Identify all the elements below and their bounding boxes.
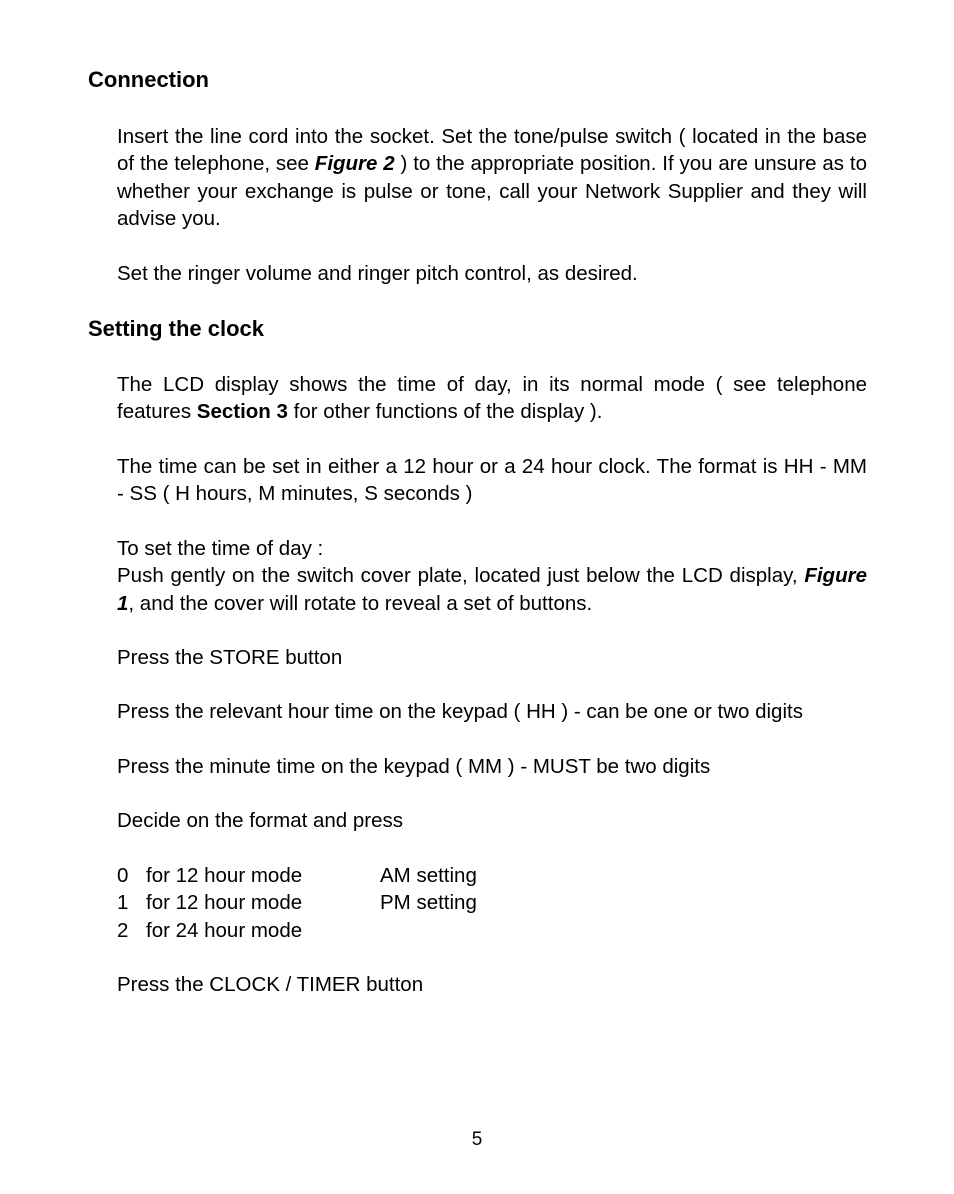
clock-heading: Setting the clock — [88, 316, 265, 341]
mode-key: 2 — [117, 918, 129, 942]
section-3-reference: Section 3 — [196, 400, 288, 424]
set-time-text-1: Push gently on the switch cover plate, located just below the LCD display, — [117, 564, 805, 588]
lcd-text-1: The LCD display shows the time of day, in its normal mode ( see telephone features — [117, 373, 867, 424]
figure-2-reference: Figure 2 — [314, 152, 395, 176]
mode-description: for 12 hour mode — [146, 891, 303, 915]
mode-setting — [380, 917, 477, 944]
connection-text-1: Insert the line cord into the socket. Set the tone/pulse switch ( located in the base of the telephone, see — [117, 125, 867, 176]
mode-description: for 24 hour mode — [146, 918, 303, 942]
mode-row — [117, 917, 477, 944]
mode-key: 0 — [117, 864, 129, 887]
figure-1-reference: Figure 1 — [117, 564, 867, 615]
step-store: Press the STORE button — [117, 646, 343, 669]
page-number: 5 — [471, 1129, 483, 1150]
connection-text-2: ) to the appropriate position. If you are unsure as to whether your exchange is pulse or tone, call your Network Supplier and they will advise you. — [117, 152, 867, 230]
mode-table — [117, 862, 477, 944]
connection-paragraph — [117, 123, 867, 232]
step-hour: Press the relevant hour time on the keypad ( HH ) - can be one or two digits — [117, 700, 803, 723]
lcd-paragraph — [117, 371, 867, 426]
ringer-paragraph: Set the ringer volume and ringer pitch control, as desired. — [117, 262, 638, 285]
set-time-paragraph — [117, 535, 867, 617]
mode-row — [117, 889, 477, 916]
step-clock-timer: Press the CLOCK / TIMER button — [117, 973, 424, 996]
mode-row — [117, 862, 477, 889]
step-format: Decide on the format and press — [117, 809, 404, 832]
format-paragraph: The time can be set in either a 12 hour or a 24 hour clock. The format is HH - MM - SS ( H hours, M minutes, S seconds ) — [117, 455, 867, 506]
mode-setting: PM setting — [380, 891, 477, 915]
mode-setting: AM setting — [380, 864, 477, 887]
mode-description: for 12 hour mode — [146, 864, 303, 887]
mode-key: 1 — [117, 891, 129, 915]
step-minute: Press the minute time on the keypad ( MM ) - MUST be two digits — [117, 755, 711, 778]
connection-heading: Connection — [88, 67, 209, 92]
set-time-text-2: , and the cover will rotate to reveal a set of buttons. — [128, 591, 593, 615]
set-time-intro: To set the time of day : — [117, 537, 324, 560]
lcd-text-2: for other functions of the display ). — [287, 400, 603, 424]
